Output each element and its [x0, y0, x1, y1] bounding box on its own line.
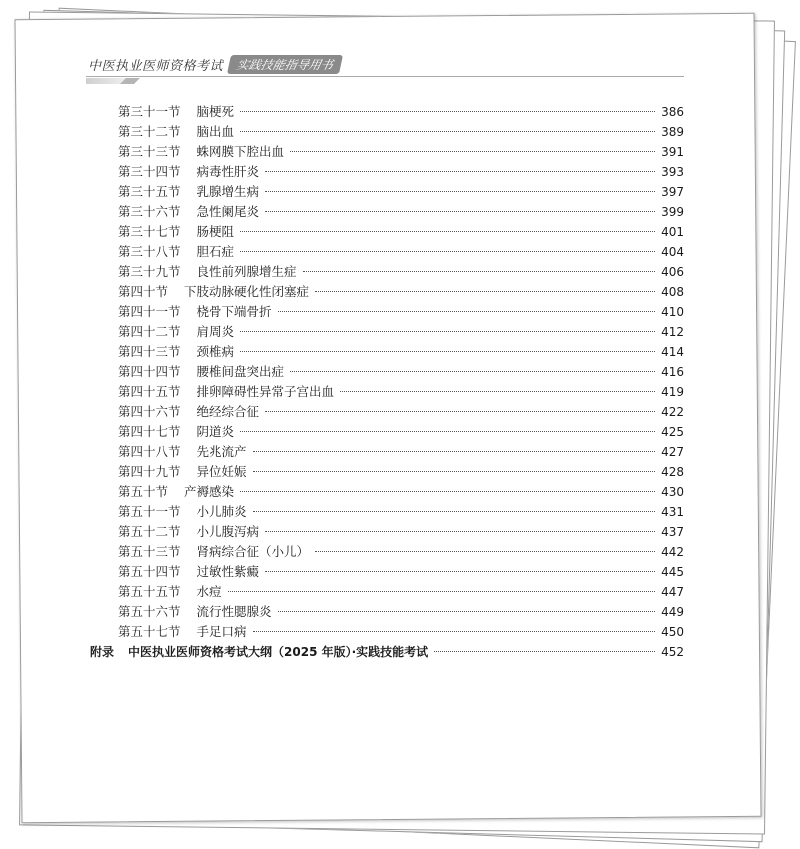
toc-page-number: 406 [661, 265, 684, 279]
toc-entry-title: 病毒性肝炎 [196, 164, 260, 179]
toc-page-number: 416 [661, 365, 684, 379]
leader-dots [265, 211, 655, 212]
toc-entry[interactable] [118, 342, 684, 362]
leader-dots [240, 231, 655, 232]
leader-dots [240, 131, 655, 132]
toc-section-number: 第三十六节 [118, 204, 181, 219]
toc-entry[interactable] [118, 542, 684, 562]
toc-page-number: 428 [661, 465, 684, 479]
toc-entry[interactable] [118, 402, 684, 422]
toc-section-number: 第五十一节 [118, 504, 181, 519]
toc-entry[interactable] [118, 362, 684, 382]
toc-entry[interactable] [118, 602, 684, 622]
toc-section-number: 第五十三节 [118, 544, 181, 559]
toc-section-number: 第三十一节 [118, 104, 181, 119]
toc-section-number: 第四十八节 [118, 444, 181, 459]
toc-entry[interactable] [118, 322, 684, 342]
leader-dots [290, 151, 655, 152]
leader-dots [253, 511, 656, 512]
toc-entry[interactable] [118, 242, 684, 262]
toc-entry-title: 小儿肺炎 [196, 504, 247, 519]
leader-dots [290, 371, 655, 372]
toc-page-number: 414 [661, 345, 684, 359]
toc-entry[interactable] [118, 382, 684, 402]
toc-entry-title: 先兆流产 [196, 444, 247, 459]
leader-dots [253, 631, 656, 632]
leader-dots [240, 491, 655, 492]
toc-page-number: 422 [661, 405, 684, 419]
leader-dots [265, 411, 655, 412]
toc-entry-title: 蛛网膜下腔出血 [196, 144, 285, 159]
leader-dots [253, 471, 656, 472]
toc-section-number: 第四十四节 [118, 364, 181, 379]
leader-dots [315, 291, 655, 292]
toc-entry-title: 水痘 [196, 584, 222, 599]
toc-entry-title: 手足口病 [196, 624, 247, 639]
leader-dots [265, 191, 655, 192]
header-rule [86, 76, 684, 77]
header-badge: 实践技能指导用书 [227, 55, 343, 74]
toc-entry-title: 脑梗死 [196, 104, 235, 119]
toc-page-number: 430 [661, 485, 684, 499]
leader-dots [303, 271, 656, 272]
toc-entry-title: 颈椎病 [196, 344, 235, 359]
toc-section-number: 第五十四节 [118, 564, 181, 579]
toc-section-number: 第三十五节 [118, 184, 181, 199]
toc-section-number: 第三十七节 [118, 224, 181, 239]
toc-entry[interactable] [118, 502, 684, 522]
leader-dots [265, 571, 655, 572]
toc-entry-title: 异位妊娠 [196, 464, 247, 479]
toc-page-number: 419 [661, 385, 684, 399]
toc-entry-title: 肠梗阻 [196, 224, 235, 239]
toc-page-number: 431 [661, 505, 684, 519]
toc-entry[interactable] [118, 182, 684, 202]
toc-section-number: 第四十六节 [118, 404, 181, 419]
toc-entry-title: 肾病综合征（小儿） [196, 544, 310, 559]
toc-section-number: 第五十节 [118, 484, 169, 499]
toc-entry[interactable] [118, 282, 684, 302]
toc-entry[interactable] [118, 562, 684, 582]
toc-entry-title: 流行性腮腺炎 [196, 604, 272, 619]
toc-entry[interactable] [118, 122, 684, 142]
leader-dots [278, 311, 656, 312]
toc-page-number: 404 [661, 245, 684, 259]
toc-entry[interactable] [118, 582, 684, 602]
toc-entry-title: 下肢动脉硬化性闭塞症 [184, 284, 310, 299]
toc-entry[interactable] [118, 222, 684, 242]
toc-page-number: 389 [661, 125, 684, 139]
toc-entry-title: 急性阑尾炎 [196, 204, 260, 219]
header-title: 中医执业医师资格考试 [88, 58, 224, 74]
toc-page-number: 401 [661, 225, 684, 239]
toc-section-number: 第四十五节 [118, 384, 181, 399]
leader-dots [278, 611, 656, 612]
toc-section-number: 第五十六节 [118, 604, 181, 619]
running-header [88, 54, 341, 74]
appendix-title: 中医执业医师资格考试大纲（2025 年版）·实践技能考试 [128, 645, 429, 659]
toc-page-number: 447 [661, 585, 684, 599]
toc-appendix-entry[interactable] [90, 642, 684, 662]
toc-section-number: 第四十一节 [118, 304, 181, 319]
toc-section-number: 第四十节 [118, 284, 169, 299]
toc-entry-title: 腰椎间盘突出症 [196, 364, 285, 379]
toc-entry-title: 小儿腹泻病 [196, 524, 260, 539]
toc-page-number: 410 [661, 305, 684, 319]
table-of-contents [118, 102, 684, 642]
toc-entry[interactable] [118, 522, 684, 542]
toc-entry[interactable] [118, 482, 684, 502]
toc-section-number: 第四十九节 [118, 464, 181, 479]
leader-dots [228, 591, 656, 592]
leader-dots [315, 551, 655, 552]
toc-entry-title: 胆石症 [196, 244, 235, 259]
toc-page-number: 391 [661, 145, 684, 159]
toc-section-number: 第四十三节 [118, 344, 181, 359]
toc-page-number: 449 [661, 605, 684, 619]
toc-section-number: 第五十七节 [118, 624, 181, 639]
toc-entry[interactable] [118, 102, 684, 122]
toc-section-number: 第三十八节 [118, 244, 181, 259]
toc-entry-title: 乳腺增生病 [196, 184, 260, 199]
toc-section-number: 第四十七节 [118, 424, 181, 439]
toc-page-number: 425 [661, 425, 684, 439]
leader-dots [240, 111, 655, 112]
leader-dots [240, 431, 655, 432]
appendix-label: 附录 [90, 645, 115, 659]
leader-dots [240, 251, 655, 252]
toc-entry-title: 良性前列腺增生症 [196, 264, 297, 279]
toc-section-number: 第三十四节 [118, 164, 181, 179]
leader-dots [240, 331, 655, 332]
toc-page-number: 437 [661, 525, 684, 539]
toc-page-number: 408 [661, 285, 684, 299]
toc-entry[interactable] [118, 302, 684, 322]
leader-dots [434, 651, 655, 652]
toc-page-number: 412 [661, 325, 684, 339]
leader-dots [340, 391, 655, 392]
toc-page-number: 397 [661, 185, 684, 199]
toc-section-number: 第三十三节 [118, 144, 181, 159]
toc-entry[interactable] [118, 142, 684, 162]
toc-section-number: 第五十五节 [118, 584, 181, 599]
toc-page-number: 386 [661, 105, 684, 119]
toc-entry-title: 阴道炎 [196, 424, 235, 439]
toc-entry[interactable] [118, 442, 684, 462]
leader-dots [265, 531, 655, 532]
toc-section-number: 第三十九节 [118, 264, 181, 279]
toc-entry-title: 脑出血 [196, 124, 235, 139]
toc-entry-title: 绝经综合征 [196, 404, 260, 419]
toc-section-number: 第四十二节 [118, 324, 181, 339]
toc-entry-title: 肩周炎 [196, 324, 235, 339]
toc-entry[interactable] [118, 162, 684, 182]
toc-page-number: 393 [661, 165, 684, 179]
toc-section-number: 第三十二节 [118, 124, 181, 139]
toc-entry[interactable] [118, 622, 684, 642]
toc-page-number: 450 [661, 625, 684, 639]
leader-dots [265, 171, 655, 172]
leader-dots [240, 351, 655, 352]
toc-entry-title: 桡骨下端骨折 [196, 304, 272, 319]
toc-entry[interactable] [118, 462, 684, 482]
toc-entry[interactable] [118, 202, 684, 222]
toc-entry-title: 产褥感染 [184, 484, 235, 499]
toc-entry[interactable] [118, 262, 684, 282]
toc-entry-title: 过敏性紫癜 [196, 564, 260, 579]
toc-page-number: 399 [661, 205, 684, 219]
toc-entry-title: 排卵障碍性异常子宫出血 [196, 384, 335, 399]
toc-page-number: 427 [661, 445, 684, 459]
toc-page-number: 445 [661, 565, 684, 579]
toc-entry[interactable] [118, 422, 684, 442]
toc-section-number: 第五十二节 [118, 524, 181, 539]
appendix-page-number: 452 [661, 645, 684, 659]
leader-dots [253, 451, 656, 452]
toc-page-number: 442 [661, 545, 684, 559]
